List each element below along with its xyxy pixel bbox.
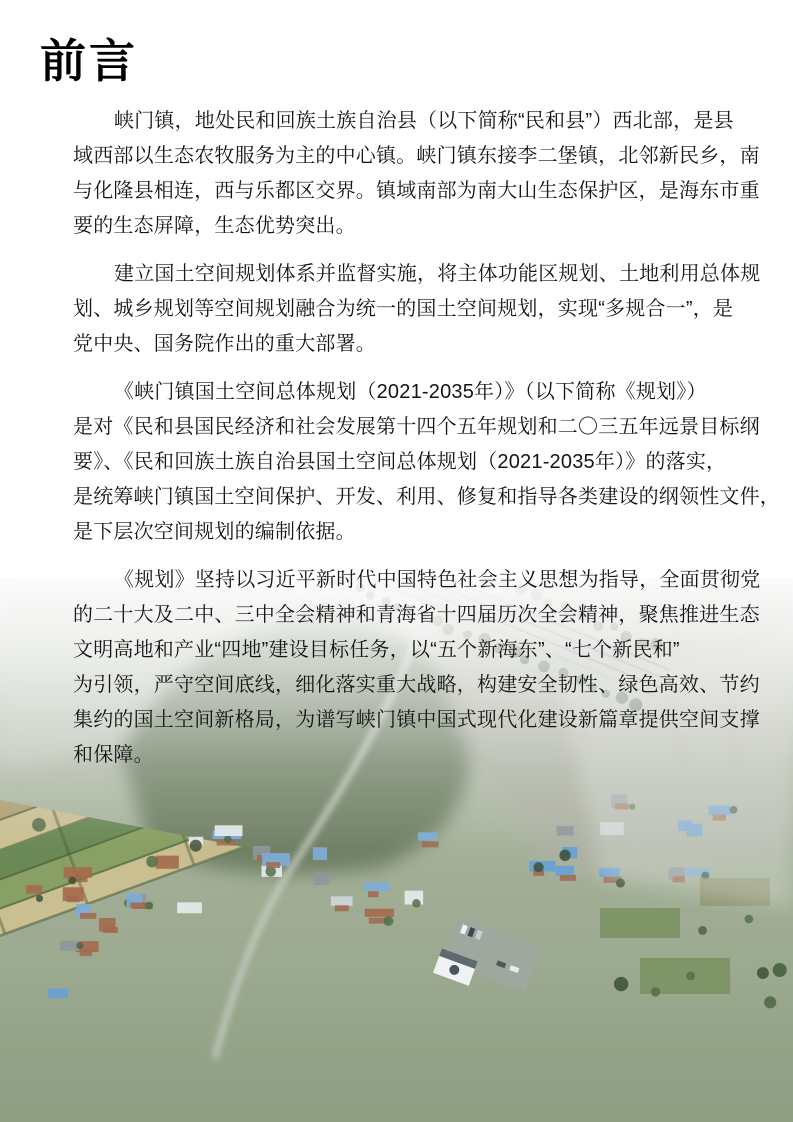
page-title: 前言 bbox=[40, 35, 138, 87]
text-line: 划、城乡规划等空间规划融合为统一的国土空间规划，实现“多规合一”，是 bbox=[73, 297, 734, 320]
text-line: 要》、《民和回族土族自治县国土空间总体规划（2021-2035年）》的落实， bbox=[73, 450, 727, 473]
text-line: 和保障。 bbox=[73, 743, 154, 766]
text-line: 峡门镇，地处民和回族土族自治县（以下简称“民和县”）西北部，是县 bbox=[114, 109, 734, 132]
text-line: 是统筹峡门镇国土空间保护、开发、利用、修复和指导各类建设的纲领性文件， bbox=[73, 485, 780, 508]
text-line: 是下层次空间规划的编制依据。 bbox=[73, 520, 356, 543]
text-line: 是对《民和县国民经济和社会发展第十四个五年规划和二〇三五年远景目标纲 bbox=[73, 415, 760, 438]
paragraph-4 bbox=[73, 563, 761, 773]
text-line: 域西部以生态农牧服务为主的中心镇。峡门镇东接李二堡镇，北邻新民乡，南 bbox=[73, 144, 760, 167]
text-line: 《峡门镇国土空间总体规划（2021-2035年）》（以下简称《规划》） bbox=[114, 380, 707, 403]
text-line: 集约的国土空间新格局，为谱写峡门镇中国式现代化建设新篇章提供空间支撑 bbox=[73, 708, 760, 731]
text-line: 党中央、国务院作出的重大部署。 bbox=[73, 332, 376, 355]
text-line: 文明高地和产业“四地”建设目标任务，以“五个新海东”、“七个新民和” bbox=[73, 638, 680, 661]
text-line: 建立国土空间规划体系并监督实施，将主体功能区规划、土地利用总体规 bbox=[114, 262, 761, 285]
text-line: 的二十大及二中、三中全会精神和青海省十四届历次全会精神，聚焦推进生态 bbox=[73, 603, 760, 626]
text-line: 与化隆县相连，西与乐都区交界。镇域南部为南大山生态保护区，是海东市重 bbox=[73, 179, 760, 202]
paragraph-1 bbox=[73, 104, 760, 244]
paragraph-3 bbox=[73, 375, 780, 550]
body-text bbox=[73, 104, 780, 773]
text-line: 要的生态屏障，生态优势突出。 bbox=[73, 214, 356, 237]
paragraph-2 bbox=[73, 257, 761, 362]
text-line: 《规划》坚持以习近平新时代中国特色社会主义思想为指导，全面贯彻党 bbox=[114, 568, 761, 591]
text-line: 为引领，严守空间底线，细化落实重大战略，构建安全韧性、绿色高效、节约 bbox=[73, 673, 760, 696]
